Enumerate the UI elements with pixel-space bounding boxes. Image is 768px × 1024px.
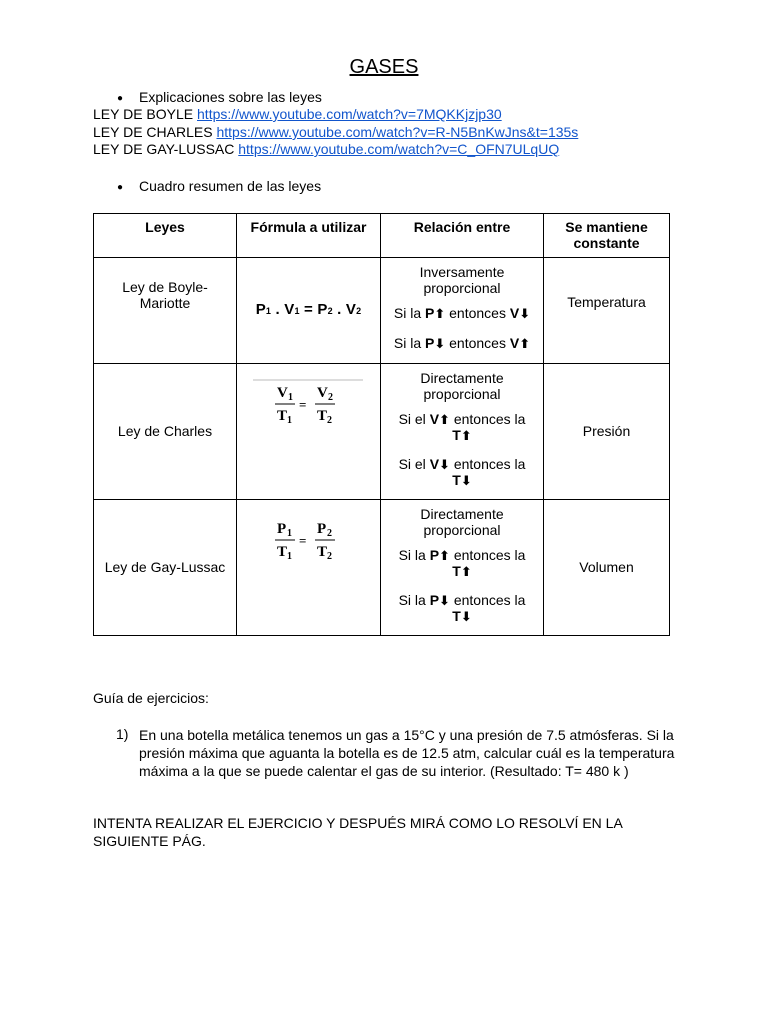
arrow-up-icon: ⬆ — [439, 548, 450, 563]
relation-title: Directamente proporcional — [420, 506, 504, 538]
svg-text:2: 2 — [328, 391, 333, 403]
svg-text:T: T — [317, 407, 328, 424]
cell-formula — [237, 500, 381, 636]
link-gay-lussac[interactable]: https://www.youtube.com/watch?v=C_OFN7ULqUQ — [238, 141, 560, 157]
link-label-boyle: LEY DE BOYLE — [93, 106, 198, 122]
relation-title: Directamente proporcional — [420, 370, 504, 402]
svg-text:T: T — [317, 543, 328, 560]
relation-line-2: Si la P⬇ entonces la T⬇ — [398, 592, 526, 624]
bullet-icon: ● — [117, 93, 124, 104]
svg-text:V: V — [277, 384, 288, 401]
svg-text:=: = — [299, 396, 307, 412]
cell-constante: Volumen — [544, 500, 670, 636]
cell-formula — [237, 258, 381, 364]
arrow-down-icon: ⬇ — [519, 306, 531, 321]
gay-lussac-formula — [253, 510, 365, 570]
arrow-down-icon: ⬇ — [439, 593, 450, 608]
cell-relation — [381, 500, 544, 636]
arrow-down-icon: ⬇ — [460, 472, 472, 488]
header-formula: Fórmula a utilizar — [237, 214, 381, 258]
table-header-row — [94, 214, 670, 258]
svg-text:1: 1 — [288, 391, 293, 403]
arrow-up-icon: ⬆ — [439, 412, 450, 427]
svg-text:1: 1 — [287, 527, 292, 539]
svg-text:2: 2 — [327, 550, 332, 562]
bullet-summary: Cuadro resumen de las leyes — [139, 178, 322, 194]
cell-ley: Ley de Gay-Lussac — [94, 500, 237, 636]
relation-line-1: Si la P⬆ entonces la T⬆ — [398, 547, 526, 579]
ley-name: Ley de Boyle-Mariotte — [122, 279, 208, 311]
link-line-boyle — [93, 106, 502, 123]
table-row-gay-lussac — [94, 500, 670, 636]
table-row-charles — [94, 364, 670, 500]
svg-text:2: 2 — [327, 414, 332, 426]
svg-text:V: V — [317, 384, 328, 401]
link-line-gay-lussac — [93, 141, 559, 158]
header-constante: Se mantiene constante — [544, 214, 670, 258]
link-charles[interactable]: https://www.youtube.com/watch?v=R-N5BnKwJns&t=135s — [216, 124, 579, 140]
relation-line-2: Si la P⬇ entonces V⬆ — [393, 334, 531, 351]
svg-text:P: P — [317, 520, 327, 537]
laws-summary-table — [93, 213, 670, 636]
cell-constante: Presión — [544, 364, 670, 500]
arrow-up-icon: ⬆ — [434, 306, 446, 321]
arrow-down-icon: ⬇ — [434, 335, 446, 351]
header-relacion: Relación entre — [381, 214, 544, 258]
svg-text:T: T — [277, 407, 288, 424]
cell-formula — [237, 364, 381, 500]
final-note: INTENTA REALIZAR EL EJERCICIO Y DESPUÉS MIRÁ COMO LO RESOLVÍ EN LA SIGUIENTE PÁG. — [93, 815, 623, 849]
cell-relation — [381, 364, 544, 500]
table-row-boyle — [94, 258, 670, 364]
exercise-text: En una botella metálica tenemos un gas a 15°C y una presión de 7.5 atmósferas. Si la presión máxima que aguanta la botella es de 12.5 atm, calcular cuál es la temperatura máxima a la que se puede calentar el gas de su interior. (Resultado: T= 480 k ) — [139, 727, 675, 779]
exercise-number: 1) — [116, 726, 129, 742]
boyle-formula: P1 . V1 = P2 . V2 — [255, 300, 362, 318]
guide-title: Guía de ejercicios: — [93, 690, 209, 706]
link-boyle[interactable]: https://www.youtube.com/watch?v=7MQKKjzjp30 — [197, 106, 502, 122]
svg-text:=: = — [299, 532, 307, 548]
relation-line-1: Si el V⬆ entonces la T⬆ — [398, 411, 526, 443]
relation-title: Inversamente proporcional — [419, 264, 505, 296]
svg-text:1: 1 — [287, 414, 292, 426]
arrow-up-icon: ⬆ — [460, 427, 472, 443]
svg-text:P: P — [277, 520, 287, 537]
cell-relation — [381, 258, 544, 364]
charles-formula — [253, 374, 365, 434]
header-leyes: Leyes — [94, 214, 237, 258]
arrow-down-icon: ⬇ — [439, 457, 450, 472]
link-label-gay-lussac: LEY DE GAY-LUSSAC — [93, 141, 239, 157]
cell-ley: Ley de Charles — [94, 364, 237, 500]
svg-text:2: 2 — [327, 527, 332, 539]
svg-text:1: 1 — [287, 550, 292, 562]
bullet-icon: ● — [117, 182, 124, 193]
relation-line-1: Si la P⬆ entonces V⬇ — [393, 305, 531, 321]
page-title: GASES — [349, 56, 419, 78]
arrow-up-icon: ⬆ — [519, 335, 531, 351]
svg-text:T: T — [277, 543, 288, 560]
link-line-charles — [93, 124, 578, 141]
link-label-charles: LEY DE CHARLES — [93, 124, 217, 140]
bullet-explanations: Explicaciones sobre las leyes — [139, 89, 322, 105]
cell-constante: Temperatura — [544, 258, 670, 364]
relation-line-2: Si el V⬇ entonces la T⬇ — [398, 456, 526, 488]
arrow-up-icon: ⬆ — [460, 563, 472, 579]
cell-ley — [94, 258, 237, 364]
arrow-down-icon: ⬇ — [460, 608, 472, 624]
